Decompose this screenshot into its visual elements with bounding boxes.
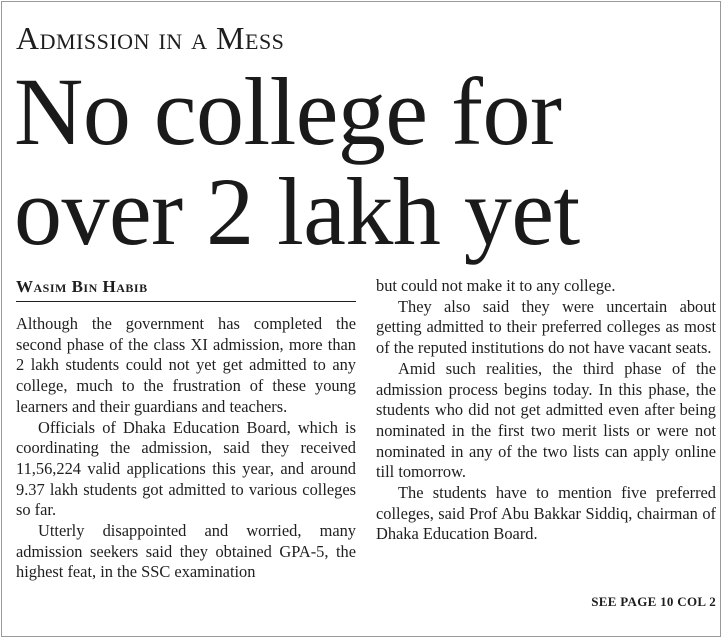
column-1 (16, 314, 356, 583)
column-2 (376, 276, 716, 545)
headline (14, 58, 714, 265)
continued-on-label: SEE PAGE 10 COL 2 (591, 594, 716, 609)
paragraph: Officials of Dhaka Education Board, which is coordinating the admission, said they received 11,56,224 valid applications this year, and around 9.37 lakh students got admitted to various colleges so far. (16, 417, 356, 520)
paragraph: They also said they were uncertain about getting admitted to their preferred colleges as most of the reputed institutions do not have vacant seats. (376, 296, 716, 358)
kicker: Admission in a Mess (16, 20, 285, 56)
paragraph: Amid such realities, the third phase of the admission process begins today. In this phase, the students who did not get admitted even after being nominated in the first two merit lists or were not nominated in any of the two lists can apply online till tomorrow. (376, 358, 716, 482)
headline-line-1: No college for (14, 58, 562, 165)
paragraph: Although the government has completed the second phase of the class XI admission, more than 2 lakh students could not yet get admitted to any college, much to the frustration of these young learners and their guardians and teachers. (16, 314, 356, 416)
paragraph: Utterly disappointed and worried, many admission seekers said they obtained GPA-5, the highest feat, in the SSC examination (16, 521, 356, 582)
headline-line-2: over 2 lakh yet (14, 158, 580, 265)
paragraph: The students have to mention five preferred colleges, said Prof Abu Bakkar Siddiq, chairman of Dhaka Education Board. (376, 483, 716, 544)
news-clipping (1, 1, 721, 637)
paragraph: but could not make it to any college. (376, 276, 616, 295)
byline: Wasim Bin Habib (16, 277, 356, 302)
